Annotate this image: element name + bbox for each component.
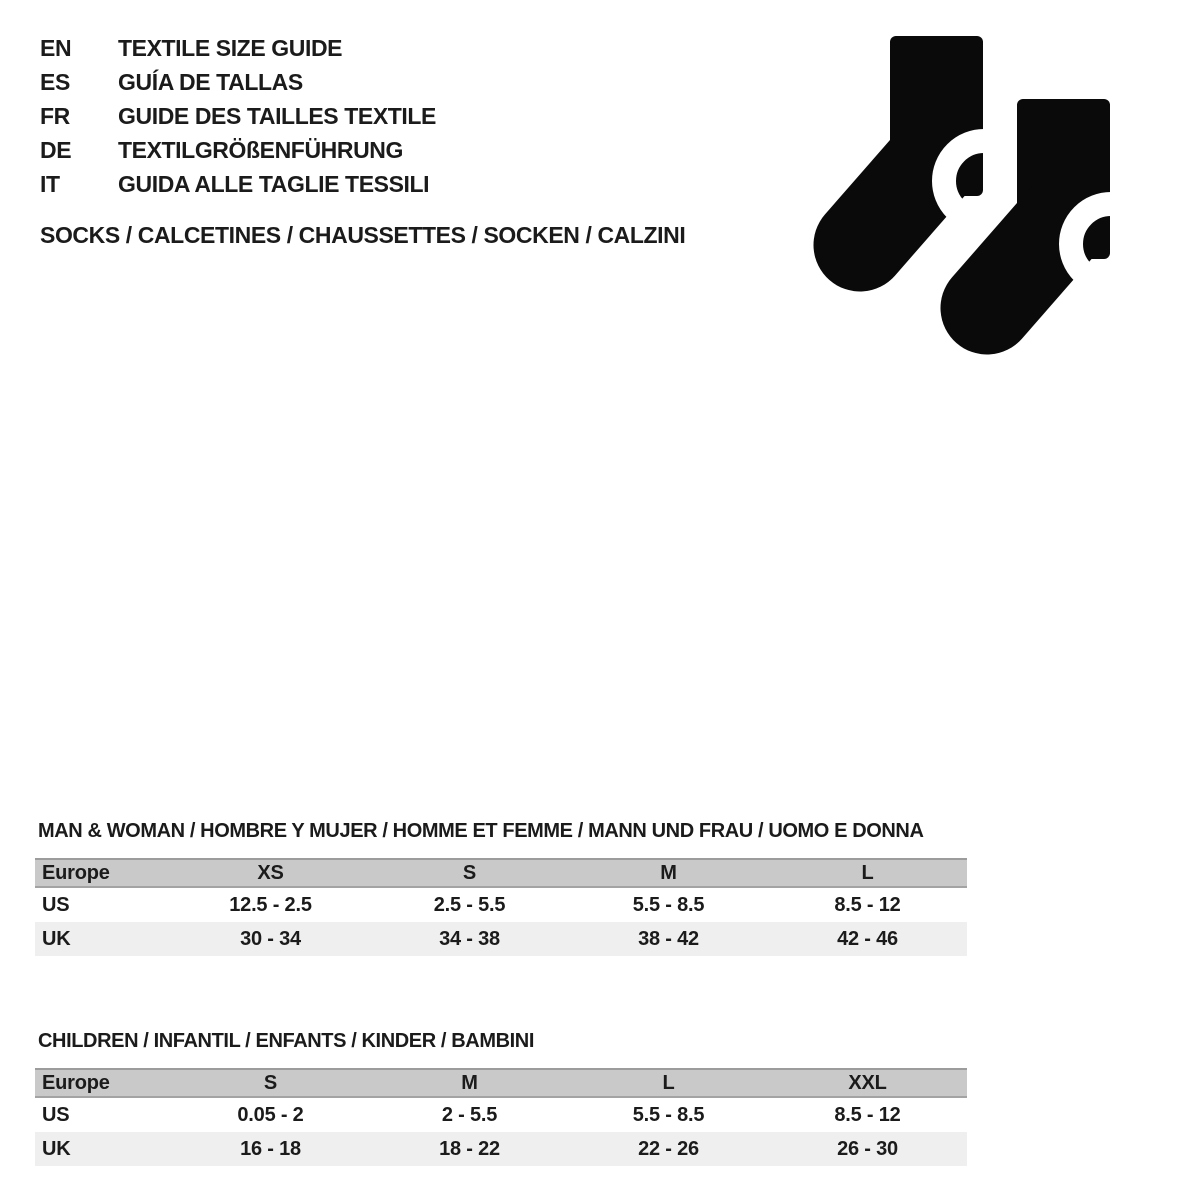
- lang-code-en: EN: [40, 34, 72, 61]
- col-header-l: L: [768, 859, 967, 887]
- lang-code-es: ES: [40, 68, 70, 95]
- sock-left-icon: [860, 36, 1024, 245]
- cell-us-m: 2 - 5.5: [441, 1103, 498, 1126]
- size-table-children: [35, 1068, 967, 1166]
- size-table-adult: [35, 858, 967, 956]
- lang-label-de: TEXTILGRÖßENFÜHRUNG: [118, 136, 403, 163]
- socks-icon: [806, 28, 1126, 360]
- col-header-m: M: [370, 1069, 569, 1097]
- table-row-us: [35, 1097, 967, 1132]
- table-header-row: [35, 859, 967, 887]
- cell-us-xs: 12.5 - 2.5: [229, 893, 312, 916]
- row-label-uk: UK: [35, 1132, 171, 1166]
- section-title-adult: MAN & WOMAN / HOMBRE Y MUJER / HOMME ET FEMME / MANN UND FRAU / UOMO E DONNA: [38, 820, 924, 842]
- cell-uk-s: 16 - 18: [171, 1132, 370, 1166]
- cell-uk-xxl: 26 - 30: [768, 1132, 967, 1166]
- cell-us-m: 5.5 - 8.5: [632, 893, 705, 916]
- lang-row-fr: [40, 99, 436, 133]
- category-line: SOCKS / CALCETINES / CHAUSSETTES / SOCKEN / CALZINI: [40, 222, 686, 248]
- lang-code-de: DE: [40, 136, 72, 163]
- table-row-us: [35, 887, 967, 922]
- lang-row-it: [40, 167, 436, 201]
- size-section-adult: [35, 820, 967, 956]
- col-header-europe: Europe: [35, 859, 171, 887]
- language-title-list: [40, 31, 436, 201]
- cell-uk-l: 22 - 26: [569, 1132, 768, 1166]
- cell-us-l: 8.5 - 12: [834, 893, 901, 916]
- table-row-uk: [35, 922, 967, 956]
- size-section-children: [35, 1030, 967, 1166]
- table-row-uk: [35, 1132, 967, 1166]
- table-header-row: [35, 1069, 967, 1097]
- lang-row-en: [40, 31, 436, 65]
- cell-us-s: 2.5 - 5.5: [433, 893, 506, 916]
- col-header-m: M: [569, 859, 768, 887]
- cell-us-l: 5.5 - 8.5: [632, 1103, 705, 1126]
- col-header-europe: Europe: [35, 1069, 171, 1097]
- lang-label-it: GUIDA ALLE TAGLIE TESSILI: [118, 170, 430, 197]
- socks-icon-svg: [806, 28, 1126, 360]
- lang-label-en: TEXTILE SIZE GUIDE: [118, 34, 343, 61]
- lang-label-fr: GUIDE DES TAILLES TEXTILE: [118, 102, 436, 129]
- cell-uk-l: 42 - 46: [768, 922, 967, 956]
- col-header-s: S: [171, 1069, 370, 1097]
- lang-code-it: IT: [40, 170, 60, 197]
- lang-row-es: [40, 65, 436, 99]
- cell-uk-m: 38 - 42: [569, 922, 768, 956]
- row-label-us: US: [42, 1103, 70, 1126]
- col-header-xxl: XXL: [768, 1069, 967, 1097]
- row-label-uk: UK: [35, 922, 171, 956]
- col-header-l: L: [569, 1069, 768, 1097]
- cell-uk-xs: 30 - 34: [171, 922, 370, 956]
- cell-us-s: 0.05 - 2: [237, 1103, 304, 1126]
- col-header-xs: XS: [171, 859, 370, 887]
- row-label-us: US: [42, 893, 70, 916]
- section-title-children: CHILDREN / INFANTIL / ENFANTS / KINDER / BAMBINI: [38, 1030, 534, 1052]
- cell-uk-s: 34 - 38: [370, 922, 569, 956]
- lang-label-es: GUÍA DE TALLAS: [118, 68, 303, 95]
- cell-uk-m: 18 - 22: [370, 1132, 569, 1166]
- lang-row-de: [40, 133, 436, 167]
- col-header-s: S: [370, 859, 569, 887]
- lang-code-fr: FR: [40, 102, 70, 129]
- cell-us-xxl: 8.5 - 12: [834, 1103, 901, 1126]
